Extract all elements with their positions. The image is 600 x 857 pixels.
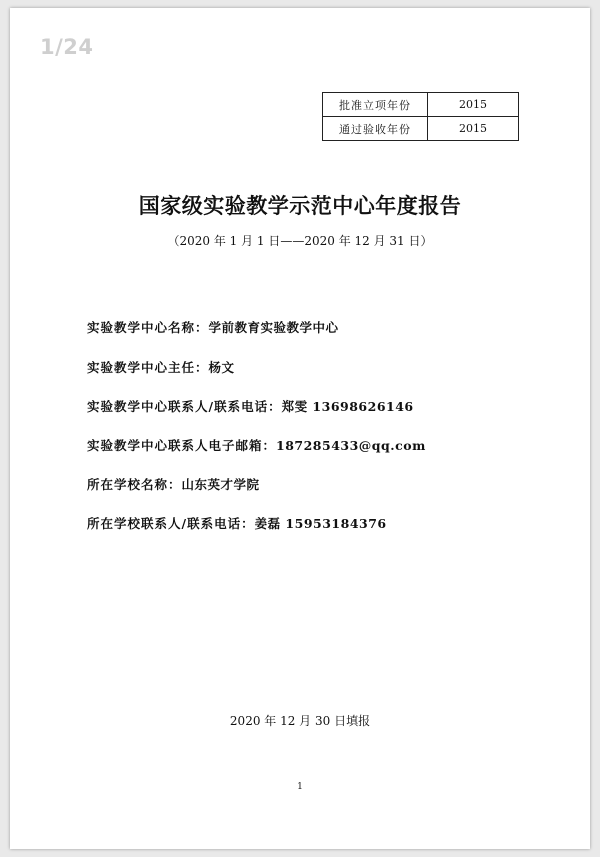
field-value: 学前教育实验教学中心 bbox=[208, 320, 339, 335]
field-label: 实验教学中心主任： bbox=[87, 360, 209, 375]
field-label: 实验教学中心联系人/联系电话： bbox=[87, 399, 282, 414]
field-value: 187285433@qq.com bbox=[276, 438, 426, 453]
approval-year-label: 批准立项年份 bbox=[323, 93, 428, 117]
field-value: 郑雯 13698626146 bbox=[281, 399, 414, 414]
approval-year-value: 2015 bbox=[428, 93, 519, 117]
table-row bbox=[323, 117, 519, 141]
center-contact-phone-field bbox=[87, 397, 414, 415]
field-value: 山东英才学院 bbox=[181, 477, 260, 492]
field-label: 实验教学中心联系人电子邮箱： bbox=[87, 438, 277, 453]
page-number: 1 bbox=[297, 782, 303, 792]
report-title: 国家级实验教学示范中心年度报告 bbox=[138, 194, 462, 218]
field-value: 姜磊 15953184376 bbox=[254, 516, 387, 531]
fill-date: 2020 年 12 月 30 日填报 bbox=[229, 714, 371, 728]
field-label: 所在学校名称： bbox=[87, 477, 182, 492]
report-period: （2020 年 1 月 1 日——2020 年 12 月 31 日） bbox=[167, 234, 433, 248]
acceptance-year-value: 2015 bbox=[428, 117, 519, 141]
table-row bbox=[323, 93, 519, 117]
center-contact-email-field bbox=[87, 436, 426, 454]
school-contact-phone-field bbox=[87, 514, 387, 532]
field-label: 实验教学中心名称： bbox=[87, 320, 209, 335]
acceptance-year-label: 通过验收年份 bbox=[323, 117, 428, 141]
field-value: 杨文 bbox=[208, 360, 235, 375]
field-label: 所在学校联系人/联系电话： bbox=[87, 516, 255, 531]
page-indicator: 1/24 bbox=[40, 35, 94, 59]
center-director-field bbox=[87, 358, 235, 376]
approval-info-table bbox=[322, 92, 519, 141]
center-name-field bbox=[87, 318, 339, 336]
school-name-field bbox=[87, 475, 260, 493]
